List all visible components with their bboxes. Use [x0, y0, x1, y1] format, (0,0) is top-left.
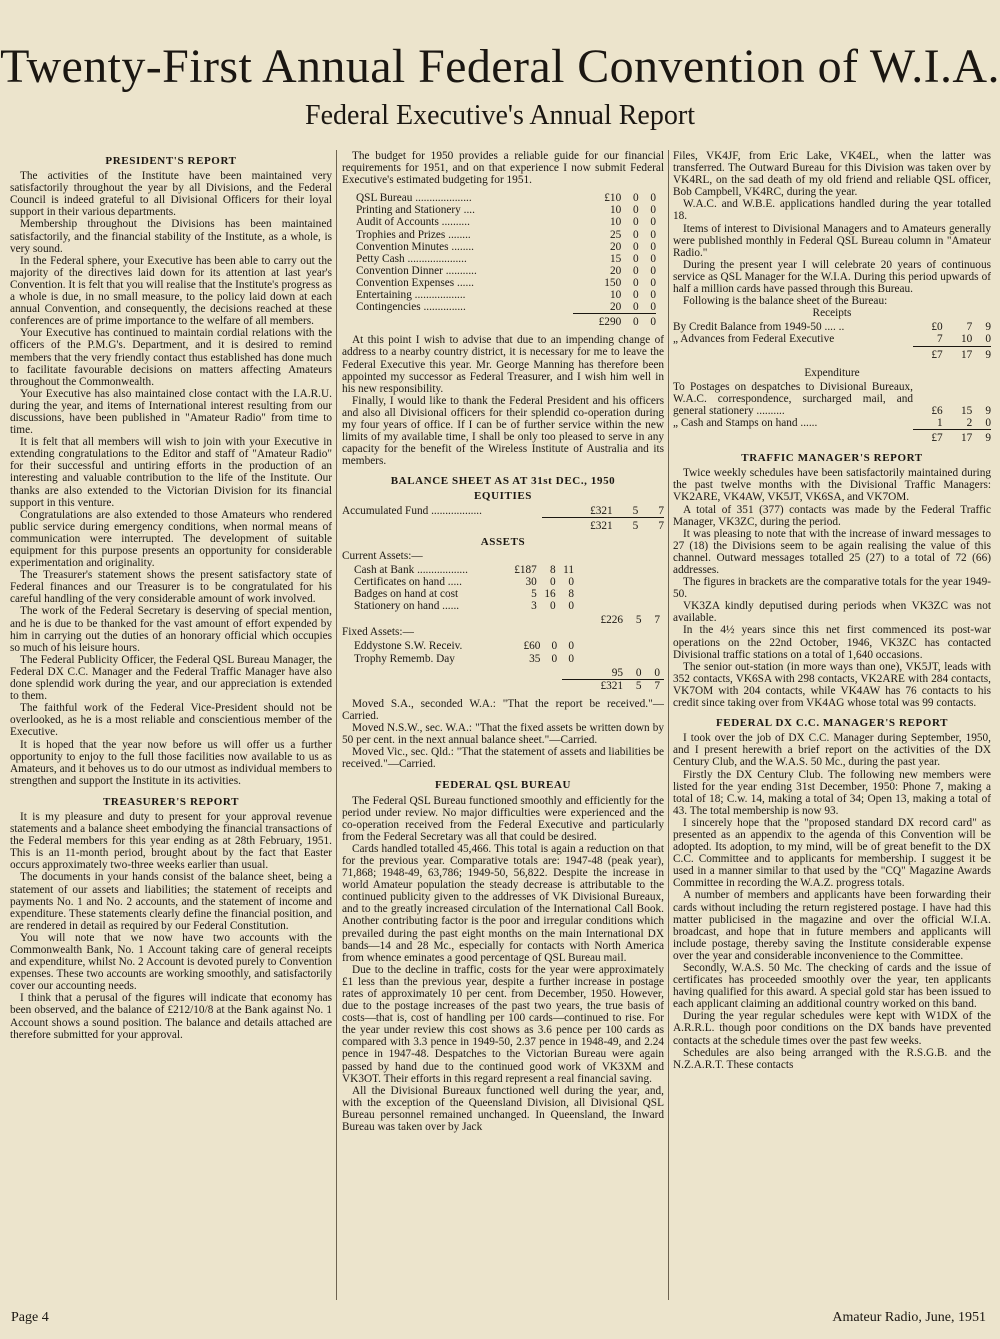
fixed-assets-total [342, 667, 664, 679]
table-row [342, 600, 664, 612]
column-divider [668, 150, 669, 1300]
table-row [673, 381, 991, 417]
equities-table [342, 505, 664, 532]
paragraph: Secondly, W.A.S. 50 Mc. The checking of cards and the issue of certificates has proceeded smoothly over the year, ten applicants having qualified for this award. A special gold star has been issued to each applicant claiming an additional country worked on this band. [673, 962, 991, 1011]
paragraph: The Federal QSL Bureau functioned smoothly and efficiently for the period under review. No major difficulties were experienced and the co-operation received from the Federal Executive and particularly from the Federal Secretary was all that could be desired. [342, 794, 664, 843]
paragraph: Due to the decline in traffic, costs for the year were approximately £1 less than the previous year, despite a further increase in postage rates of approximately 10 per cent. from December, 1950. However, due to the postage increases of the past two years, the true basis of costs—that is, cost of handling per 100 cards—continued to rise. For the year under review this cost shows as 3.6 pence per 100 cards as compared with 3.3 pence in 1949-50, 2.37 pence in 1948-49, and 2.24 pence in 1947-48. Despatches to the Victorian Bureau were again passed by hand due to the continued good work of VK3XM and VK3OT. Their efforts in this regard represent a real financial saving. [342, 963, 664, 1085]
table-cell: 95 [611, 666, 624, 679]
table-cell: Petty Cash ..................... [356, 252, 467, 265]
paragraph: Congratulations are also extended to those Amateurs who rendered public service during emergency conditions, when normal means of communication were interrupted. The development of suitable equipment for this purpose presents an opportunity for considerable experimentation and originality. [10, 508, 332, 570]
paragraph: In the Federal sphere, your Executive has been able to carry out the majority of the directives laid down for its attention at last year's Convention. It is felt that you will realise that the Institute's progress as a whole is due, in no small measure, to the policy laid down at each annual Convention, and consequently, the decisions reached at these conferences are of prime importance to the welfare of all members. [10, 254, 332, 328]
table-cell: 0 [650, 264, 656, 277]
table-cell: 0 [632, 264, 639, 277]
table-cell: 0 [632, 289, 639, 302]
page-title: Twenty-First Annual Federal Convention of W.I.A. [0, 40, 1000, 93]
table-cell: 0 [650, 301, 656, 314]
page-number: Page 4 [11, 1310, 49, 1325]
paragraph: Moved N.S.W., sec. W.A.: "That the fixed assets be written down by 50 per cent. in the next annual balance sheet."—Carried. [342, 722, 664, 747]
paragraph: Items of interest to Divisional Managers and to Amateurs generally were published monthly in Federal QSL Bureau column in "Amateur Radio." [673, 222, 991, 259]
table-cell: 7 [936, 333, 943, 346]
table-cell: 7 [654, 614, 660, 627]
table-cell: Cash at Bank .................. [354, 563, 468, 576]
paragraph: The budget for 1950 provides a reliable guide for our financial requirements for 1951, and on that experience I now submit Federal Executive's estimated budgeting for 1951. [342, 150, 664, 187]
table-total-row [356, 314, 656, 329]
table-cell: 1 [936, 416, 943, 429]
paragraph: It was pleasing to note that with the increase of inward messages to 27 (18) the Divisions seem to be again realising the value of this channel. Outward messages totalled 25 (27) to a total of 72 (66) addresses. [673, 527, 991, 576]
table-cell: 10 [609, 216, 622, 229]
paragraph: Your Executive has also maintained close contact with the I.A.R.U. during the year, and items of International interest resulting from our discussions, have been published in "Amateur Radio" from time to time. [10, 387, 332, 437]
budget-table [356, 192, 656, 328]
table-cell: 7 [638, 517, 664, 532]
paragraph: Firstly the DX Century Club. The following new members were listed for the year ending 31st December, 1950: Phone 7, making a total of 18; C.w. 14, making a total of 34; Open 13, making a total of 43. The total membership is now 93. [673, 768, 991, 817]
table-cell: 30 [525, 576, 537, 588]
table-cell: Certificates on hand ..... [354, 576, 462, 588]
table-cell: Badges on hand at cost [354, 588, 459, 601]
paragraph: The activities of the Institute have been maintained very satisfactorily throughout the year by all Divisions, and the Federal Council is indeed grateful to all Divisional Officers for their loyal support in their various departments. [10, 170, 332, 219]
table-cell: 0 [650, 216, 656, 229]
fixed-assets-label: Fixed Assets:— [342, 626, 414, 639]
table-cell: Accumulated Fund .................. [342, 504, 482, 517]
table-cell: 0 [985, 333, 991, 346]
table-cell: 17 [943, 430, 973, 445]
table-cell: Stationery on hand ...... [354, 600, 460, 613]
table-cell: Contingencies ............... [356, 301, 466, 314]
table-cell: 15 [609, 252, 622, 265]
paragraph: You will note that we now have two accounts with the Commonwealth Bank, No. 1 Account taking care of general receipts and expenditure, whilst No. 2 Account is devoted purely to Convention expenses. These two accounts are working smoothly, and satisfactorily cover our accounting needs. [10, 931, 332, 993]
paragraph: Membership throughout the Divisions has been maintained satisfactorily, and the financial stability of the Institute, as a whole, is very sound. [10, 218, 332, 255]
receipts-table [673, 321, 991, 360]
table-cell: By Credit Balance from 1949-50 .... .. [673, 321, 845, 334]
table-cell: Convention Dinner ........... [356, 264, 477, 277]
paragraph: Cards handled totalled 45,466. This total is again a reduction on that for the previous year. Comparative totals are: 1947-48 (peak year), 71,868; 1948-49, 63,786; 1949-50, 56,822. Despite the increase in world Amateur population the steady decrease is attributable to the continued publicity given to the addresses of VK Divisional Bureaux, and to the greatly increased circulation of the International Call Book. Another contributing factor is the poor and irregular conditions which prevailed during the past eight months on the main International DX bands—14 and 28 Mc., especially for contacts with North America from whence eminates a good percentage of QSL Bureau mail. [342, 842, 664, 964]
table-cell: £0 [931, 321, 943, 334]
table-cell: 0 [632, 228, 639, 241]
table-cell: 0 [650, 289, 656, 302]
paragraph: The senior out-station (in more ways than one), VK5JT, leads with 352 contacts, VK6SA with 298 contacts, VK2ARE with 284 contacts, VK7OM with 204 contacts, while VK4AW has 76 contacts to his credit since taking over from VK4AG whose total was 99 contacts. [673, 660, 991, 710]
table-cell: 0 [632, 204, 639, 217]
table-cell: £7 [913, 430, 943, 445]
table-cell: 25 [609, 228, 622, 241]
paragraph: It is felt that all members will wish to join with your Executive in extending congratulations to the Editor and staff of "Amateur Radio" for their successful and untiring efforts in the production of an interesting and valuable contribution to the life of the Institute. Our thanks are also extended to the Victorian Division for its financial support in this venture. [10, 436, 332, 509]
balance-sheet-heading: BALANCE SHEET AS AT 31st DEC., 1950 [390, 475, 616, 488]
table-cell: 8 [568, 588, 574, 601]
paragraph: A total of 351 (377) contacts was made by the Federal Traffic Manager, VK3ZC, during the period. [673, 503, 991, 528]
paragraph: The Federal Publicity Officer, the Federal QSL Bureau Manager, the Federal DX C.C. Manager and the Federal Traffic Manager have also done splendid work during the year, and our appreciation is extended to them. [10, 653, 332, 703]
current-assets-table [342, 564, 664, 612]
paragraph: The figures in brackets are the comparative totals for the year 1949-50. [673, 576, 991, 601]
table-row [356, 192, 656, 204]
table-row [342, 576, 664, 588]
column-divider [336, 150, 337, 1300]
table-cell: 0 [635, 666, 642, 679]
assets-total [562, 679, 664, 692]
table-row [673, 321, 991, 333]
paragraph: All the Divisional Bureaux functioned well during the year, and, with the exception of the Queensland Division, all Divisional QSL Bureau personnel remained unchanged. In Queensland, the Inward Bureau was taken over by Jack [342, 1084, 664, 1134]
table-cell: To Postages on despatches to Divisional Bureaux, W.A.C. correspondence, surcharged mail, and general stationery .......... [673, 380, 913, 417]
paragraph: Moved Vic., sec. Qld.: "That the statement of assets and liabilities be received."—Carried. [342, 746, 664, 771]
paragraph: It is hoped that the year now before us will offer us a further opportunity to enjoy to the full those facilities now available to us as Amateurs, and it behoves us to do our utmost as individual members to strengthen and support the Institute in its activities. [10, 738, 332, 787]
assets-heading: ASSETS [480, 535, 526, 548]
table-cell: £290 [573, 314, 621, 329]
paragraph: Following is the balance sheet of the Bureau: [683, 295, 888, 308]
table-cell: 0 [632, 301, 639, 314]
paragraph: At this point I wish to advise that due to an impending change of address to a nearby country district, it is necessary for me to leave the Federal Executive this year. Mr. George Manning has therefore been appointed my successor as Federal Treasurer, and I wish him well in his new responsibility. [342, 334, 664, 395]
table-cell: 7 [658, 504, 664, 517]
table-cell: 16 [544, 588, 556, 601]
table-cell: 15 [960, 404, 973, 417]
table-cell: 5 [613, 517, 639, 532]
table-cell: 7 [966, 321, 973, 334]
table-cell: £321 [600, 679, 624, 692]
table-cell: Audit of Accounts .......... [356, 216, 470, 229]
paragraph: The Treasurer's statement shows the present satisfactory state of Federal finances and our Treasurer is to be congratulated for his careful handling of the very considerable amount of work involved. [10, 569, 332, 606]
table-cell: 10 [609, 289, 622, 302]
table-cell: 35 [529, 652, 541, 665]
table-row [356, 301, 656, 314]
receipts-heading: Receipts [812, 307, 852, 320]
table-cell: 9 [985, 404, 991, 417]
table-cell: Convention Minutes ........ [356, 240, 474, 253]
paragraph: I think that a perusal of the figures will indicate that economy has been observed, and the balance of £212/10/8 at the Bank against No. 1 Account shows a sound position. The balance and details attached are therefore submitted for your approval. [10, 992, 332, 1041]
paragraph: During the year regular schedules were kept with W1DX of the A.R.R.L. though poor conditions on the DX bands have prevented contacts at the schedule times over the past few weeks. [673, 1010, 991, 1047]
table-cell: 0 [551, 640, 558, 653]
table-cell: £321 [542, 517, 613, 532]
table-row [356, 216, 656, 228]
table-cell: £10 [604, 192, 622, 205]
section-heading: TRAFFIC MANAGER'S REPORT [741, 452, 923, 465]
table-cell: £226 [600, 614, 624, 627]
table-row [356, 289, 656, 301]
table-cell: £187 [514, 563, 537, 576]
table-cell: 0 [549, 576, 556, 588]
paragraph: W.A.C. and W.B.E. applications handled during the year totalled 18. [673, 198, 991, 223]
table-cell: 0 [568, 652, 574, 665]
table-cell: 20 [609, 301, 622, 314]
paragraph: A number of members and applicants have been forwarding their cards without including the return registered postage. I have had this matter publicised in the magazine and over the official W.I.A. broadcast, and hope that in future members and applicants will include postage, thereby saving the Institute considerable expense over the year and considerable inconvenience to the Committee. [673, 889, 991, 962]
table-cell: 0 [549, 600, 556, 613]
paragraph: In the 4½ years since this net first commenced its post-war operations on the 22nd October, 1946, VK3ZC has contacted Divisional traffic stations on a total of 1,640 occasions. [673, 624, 991, 661]
table-cell: 0 [621, 314, 638, 329]
table-cell: 11 [563, 563, 574, 576]
table-cell: „ Advances from Federal Executive [673, 333, 835, 346]
table-cell: 8 [549, 563, 556, 576]
paragraph: The faithful work of the Federal Vice-President should not be overlooked, as he is a most reliable and conscientious member of the Executive. [10, 702, 332, 739]
table-cell: 0 [568, 576, 574, 588]
column-3 [673, 150, 991, 1310]
table-row [356, 277, 656, 289]
table-row [356, 253, 656, 265]
table-cell: 0 [650, 240, 656, 253]
page-subtitle: Federal Executive's Annual Report [305, 100, 695, 131]
table-cell: 9 [985, 321, 991, 334]
current-assets-total [342, 614, 664, 626]
paragraph: I sincerely hope that the "proposed standard DX record card" as presented as an appendix to the agenda of this Convention will be adopted. Its adoption, to my mind, will be of great benefit to the DX C.C. Committee and to applicants for membership. I suggest it be used in a manner similar to that used by the "CQ" Magazine Awards Committee in recording the W.A.Z. progress totals. [673, 816, 991, 890]
table-cell: £6 [931, 404, 943, 417]
table-cell: 9 [972, 430, 991, 445]
table-total-row [673, 430, 991, 445]
column-2 [342, 150, 664, 1310]
expenditure-table [673, 381, 991, 444]
column-1 [10, 150, 332, 1310]
paragraph: VK3ZA kindly deputised during periods when VK3ZC was not available. [673, 600, 991, 625]
table-row [673, 417, 991, 430]
section-heading: FEDERAL DX C.C. MANAGER'S REPORT [715, 717, 949, 730]
paragraph: It is my pleasure and duty to present for your approval revenue statements and a balance sheet embodying the financial transactions of the Federal members for this year ending as at 28th February, 1951. This is an 11-month period, brought about by the fact that Easter occurs approximately two-three weeks earlier than usual. [10, 810, 332, 872]
publication-footer: Amateur Radio, June, 1951 [832, 1310, 986, 1325]
table-cell: Printing and Stationery .... [356, 204, 475, 217]
equities-heading: EQUITIES [474, 490, 532, 503]
table-cell: 0 [654, 666, 660, 679]
table-cell: 9 [972, 346, 991, 361]
table-cell: 5 [635, 679, 642, 692]
table-row [356, 204, 656, 216]
table-cell: 5 [632, 504, 639, 517]
table-cell: 0 [650, 204, 656, 217]
table-cell: 10 [960, 333, 973, 346]
table-cell: 0 [632, 252, 639, 265]
expenditure-heading: Expenditure [804, 366, 860, 379]
current-assets-label: Current Assets:— [342, 549, 423, 562]
table-cell: £7 [913, 346, 943, 361]
fixed-assets-table [342, 640, 664, 664]
table-cell: 0 [985, 416, 991, 429]
table-cell: Eddystone S.W. Receiv. [354, 640, 463, 653]
table-cell: Trophy Rememb. Day [354, 652, 455, 665]
table-cell: „ Cash and Stamps on hand ...... [673, 416, 818, 429]
table-cell: 20 [609, 240, 622, 253]
table-cell: £321 [590, 504, 613, 517]
table-row [342, 640, 664, 652]
table-cell: 5 [635, 614, 642, 627]
section-heading: PRESIDENT'S REPORT [105, 155, 237, 167]
paragraph: The documents in your hands consist of the balance sheet, being a statement of our assets and liabilities; the statement of receipts and payments No. 1 and No. 2 accounts, and the statement of income and expenditure. These statements clearly define the financial position, and are rendered in detail as required by our Federal Constitution. [10, 871, 332, 932]
table-cell: 0 [650, 276, 656, 289]
table-cell: 0 [568, 600, 574, 613]
table-cell: 0 [650, 192, 656, 205]
table-cell: 0 [632, 192, 639, 205]
table-cell: £60 [523, 640, 541, 653]
table-row [356, 229, 656, 241]
table-cell: Entertaining .................. [356, 289, 466, 302]
paragraph: During the present year I will celebrate 20 years of continuous service as QSL Manager for the W.I.A. During this period upwards of half a million cards have passed through this Bureau. [673, 258, 991, 296]
table-cell: 10 [609, 204, 622, 217]
table-cell: Convention Expenses ...... [356, 276, 474, 289]
table-row [356, 241, 656, 253]
table-cell: 0 [632, 240, 639, 253]
table-cell: 0 [639, 314, 656, 329]
table-row [342, 564, 664, 576]
table-row [356, 265, 656, 277]
table-cell: 7 [654, 679, 660, 692]
table-cell: 2 [966, 416, 973, 429]
section-heading: TREASURER'S REPORT [102, 795, 240, 808]
table-cell: 0 [650, 252, 656, 265]
table-cell: 20 [609, 264, 622, 277]
table-cell: Trophies and Prizes ........ [356, 228, 471, 241]
paragraph: The work of the Federal Secretary is deserving of special mention, and he is due to be thanked for the vast amount of effort expended by him in carrying out the duties of an honorary official which occupies so much of his leisure hours. [10, 605, 332, 654]
table-row [673, 333, 991, 346]
table-cell: 150 [604, 276, 622, 289]
table-row [342, 653, 664, 665]
paragraph: Schedules are also being arranged with the R.S.G.B. and the N.Z.A.R.T. These contacts [673, 1046, 991, 1071]
table-cell: QSL Bureau .................... [356, 192, 472, 205]
table-row [342, 505, 664, 518]
table-cell: 17 [943, 346, 973, 361]
table-cell: 0 [632, 276, 639, 289]
paragraph: Your Executive has continued to maintain cordial relations with the officers of the P.M.G's. Department, and it is desired to remind members that the very friendly contact thus established has done much to facilitate favourable decisions on matters affecting Amateurs throughout the Commonwealth. [10, 327, 332, 388]
table-cell: 0 [632, 216, 639, 229]
section-heading: FEDERAL QSL BUREAU [434, 779, 572, 792]
table-total-row [673, 346, 991, 361]
table-cell: 0 [650, 228, 656, 241]
paragraph: Files, VK4JF, from Eric Lake, VK4EL, when the latter was transferred. The Outward Bureau for this Division was taken over by VK4RL, on the sad death of my old friend and reliable QSL officer, Bob Campbell, VK4RC, during the year. [673, 150, 991, 199]
table-cell: 5 [531, 588, 537, 601]
paragraph: I took over the job of DX C.C. Manager during September, 1950, and I present herewith a brief report on the activities of the DX Century Club, and the W.A.S. 50 Mc., during the past year. [673, 732, 991, 769]
paragraph: Twice weekly schedules have been satisfactorily maintained during the past twelve months with the Divisional Traffic Managers: VK2ARE, VK4AW, VK5JT, VK6SA, and VK7OM. [673, 467, 991, 504]
table-cell: 3 [531, 600, 537, 613]
table-row [342, 588, 664, 600]
table-total-row [342, 517, 664, 532]
paragraph: Moved S.A., seconded W.A.: "That the report be received."—Carried. [342, 697, 664, 722]
table-cell: 0 [551, 652, 558, 665]
paragraph: Finally, I would like to thank the Federal President and his officers and also all Divisional officers for their splendid co-operation during my four years of office. If I can be of further service within the new limits of my available time, I shall be only too pleased to serve in any capacity for the benefit of the Wireless Institute of Australia and its members. [342, 394, 664, 468]
table-cell: 0 [568, 640, 574, 653]
